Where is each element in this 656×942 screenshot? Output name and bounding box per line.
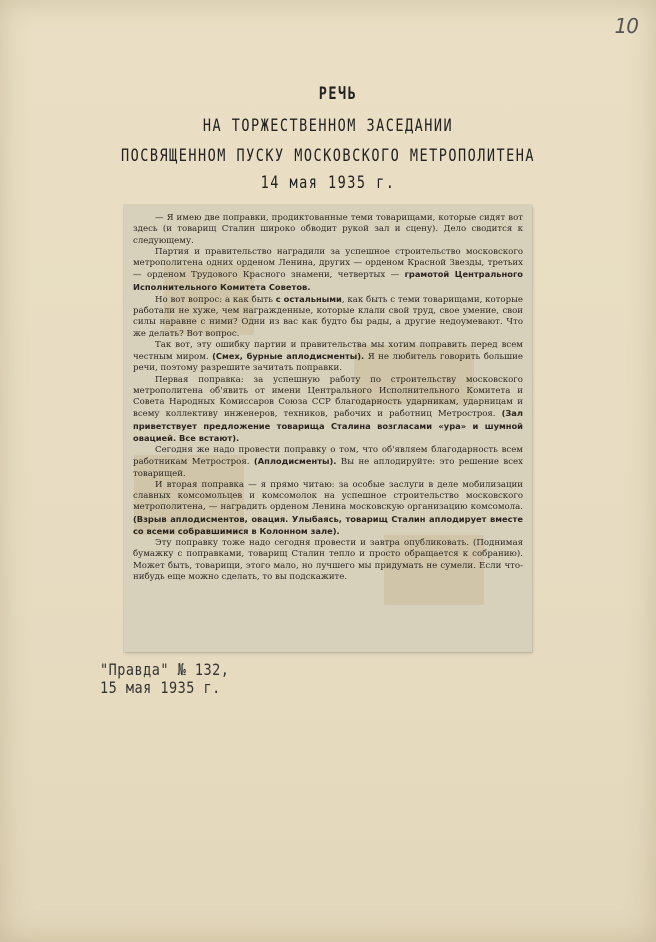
clipping-paragraph [133, 375, 523, 446]
paragraph-text: Я не любитель говорить большие речи, поэтому разрешите зачитать поправки. [133, 352, 523, 374]
clipping-text [133, 213, 523, 583]
bold-remark: (Взрыв аплодисментов, овация. Улыбаясь, товарищ Сталин аплодирует вместе со всеми собравшимися в Колонном зале). [133, 513, 523, 536]
speech-title: РЕЧЬ [318, 84, 358, 104]
clipping-paragraph [133, 445, 523, 480]
speech-date: 14 мая 1935 г. [260, 173, 396, 193]
paragraph-text: Так вот, эту ошибку партии и правительства мы хотим поправить перед всем честным миром. [133, 339, 523, 362]
paragraph-text: Партия и правительство наградили за успешное строительство московского метрополитена одних орденом Ленина, других — орденом Красной Звезды, третьих — орденом Трудового Красного знамени, четвертых — [133, 246, 523, 281]
paragraph-text: , как быть с теми товарищами, которые работали не хуже, чем награжденные, которые клали свой труд, свое умение, свои силы наравне с ними? Одни из вас как будто бы рады, а другие недоумевают. Что же делать? Вот вопрос. [133, 294, 524, 339]
source-date: 15 мая 1935 г. [100, 678, 221, 698]
source-newspaper: "Правда" № 132, [100, 660, 230, 680]
clipping-paragraph [133, 340, 523, 375]
paragraph-text: Первая поправка: за успешную работу по строительству московского метрополитена об'явить от имени Центрального Исполнительного Комитета и Совета Народных Комиссаров Союза ССР благодарность ударникам, ударницам и всему коллективу инженеров, техников, рабочих и работниц Метростроя. [133, 374, 523, 420]
bold-remark: с остальными [275, 293, 342, 304]
clipping-paragraph [133, 247, 523, 294]
bold-remark: (Смех, бурные аплодисменты). [212, 351, 365, 361]
clipping-paragraph [133, 480, 523, 538]
page-number: 10 [614, 14, 638, 38]
clipping-paragraph [133, 538, 523, 583]
bold-remark: грамотой Центрального Исполнительного Комитета Советов. [133, 269, 523, 292]
bold-remark: (Аплодисменты). [253, 456, 337, 467]
paragraph-text: Но вот вопрос: а как быть [155, 294, 276, 305]
paragraph-text: Вы не аплодируйте: это решение всех товарищей. [133, 457, 523, 479]
paragraph-text: — Я имею две поправки, продиктованные теми товарищами, которые сидят вот здесь (и товарищ Сталин широко обводит рукой зал и сцену). Дело сводится к следующему. [133, 213, 523, 246]
clipping-paragraph [133, 294, 523, 340]
speech-subtitle-line-2: ПОСВЯЩЕННОМ ПУСКУ МОСКОВСКОГО МЕТРОПОЛИТЕНА [121, 146, 535, 166]
paragraph-text: И вторая поправка — я прямо читаю: за особые заслуги в деле мобилизации славных комсомольцев и комсомолок на успешное строительство московского метрополитена, — наградить орденом Ленина московскую организацию комсомола. [133, 479, 523, 513]
clipping-paragraph [133, 213, 523, 247]
paragraph-text: Эту поправку тоже надо сегодня провести и завтра опубликовать. (Поднимая бумажку с поправками, товарищ Сталин тепло и просто обращается к собранию). Может быть, товарищи, этого мало, но лучшего мы придумать не сумели. Если что-нибудь еще можно сделать, то вы подскажите. [133, 538, 523, 582]
speech-subtitle-line-1: НА ТОРЖЕСТВЕННОМ ЗАСЕДАНИИ [202, 116, 454, 136]
bold-remark: (Зал приветствует предложение товарища Сталина возгласами «ура» и шумной овацией. Все встают). [133, 408, 523, 443]
paragraph-text: Сегодня же надо провести поправку о том, что об'являем благодарность всем работникам Метростроя. [133, 445, 523, 468]
newspaper-clipping [124, 205, 532, 652]
